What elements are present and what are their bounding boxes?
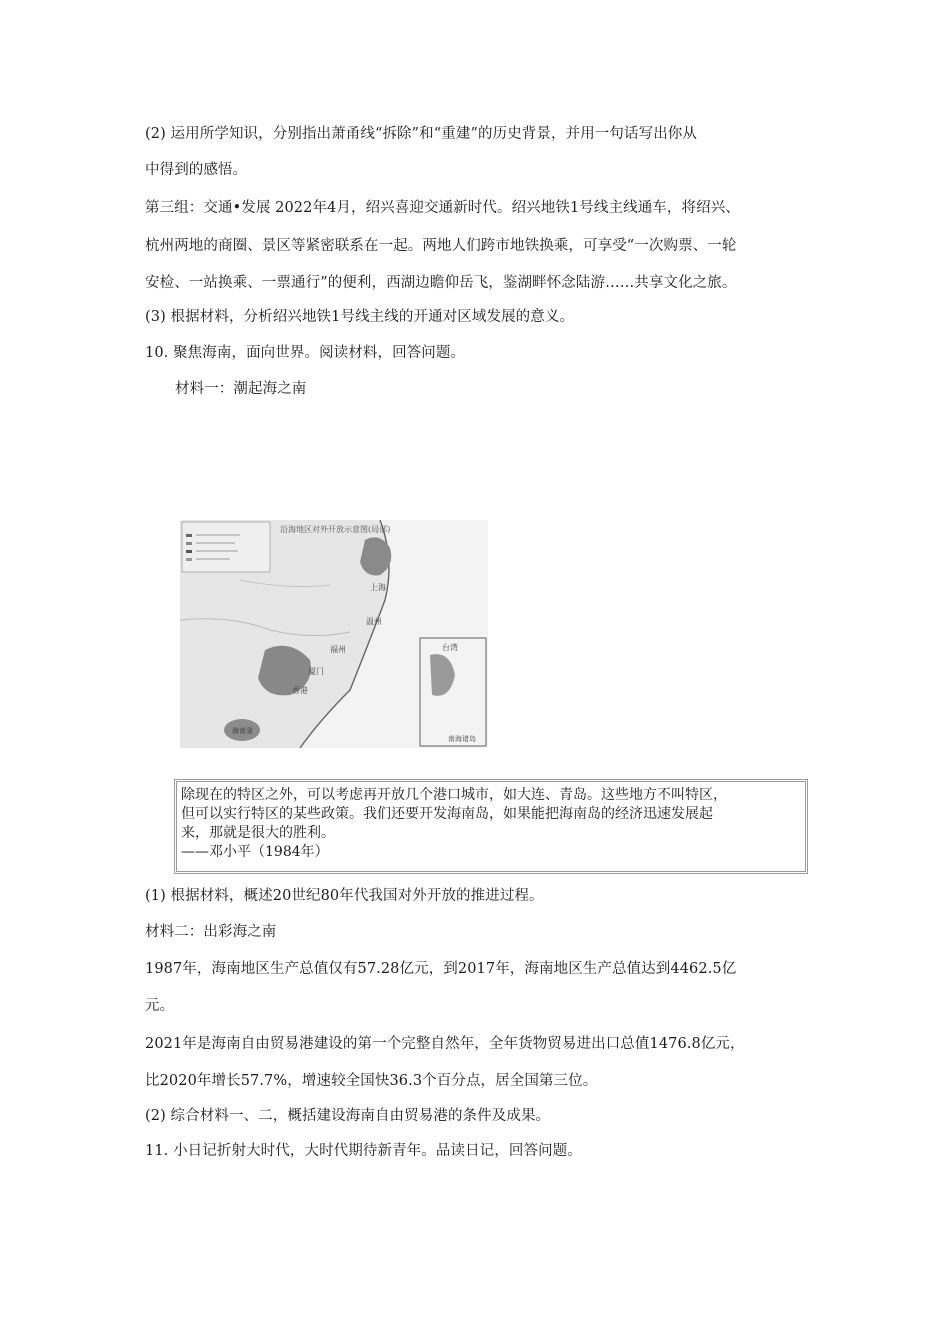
map-label-wenzhou: 温州 <box>366 617 382 626</box>
quote-line3: 来，那就是很大的胜利。 <box>181 825 335 841</box>
q11-intro: 11. 小日记折射大时代，大时代期待新青年。品读日记，回答问题。 <box>145 1143 582 1159</box>
deng-xiaoping-quote-box <box>174 779 808 874</box>
map-label-nanhai: 南海诸岛 <box>448 735 476 743</box>
material2-title: 材料二：出彩海之南 <box>145 924 277 940</box>
quote-source: ——邓小平（1984年） <box>181 844 329 860</box>
q9-part3: (3) 根据材料，分析绍兴地铁1号线主线的开通对区域发展的意义。 <box>145 309 575 325</box>
q10-intro: 10. 聚焦海南，面向世界。阅读材料，回答问题。 <box>145 345 466 361</box>
q10-part1: (1) 根据材料，概述20世纪80年代我国对外开放的推进过程。 <box>145 888 544 904</box>
material2-line4: 比2020年增长57.7%，增速较全国快36.3个百分点，居全国第三位。 <box>145 1073 598 1089</box>
coastal-opening-map <box>180 520 488 748</box>
quote-line2: 但可以实行特区的某些政策。我们还要开发海南岛，如果能把海南岛的经济迅速发展起 <box>181 806 713 822</box>
map-label-xianggang: 香港 <box>292 686 308 695</box>
group3-line1: 第三组：交通•发展 2022年4月，绍兴喜迎交通新时代。绍兴地铁1号线主线通车，将绍兴、 <box>145 200 740 216</box>
material2-line2: 元。 <box>145 998 175 1014</box>
map-label-shanghai: 上海 <box>370 583 386 592</box>
map-label-taiwan: 台湾 <box>442 643 458 652</box>
map-title: 沿海地区对外开放示意图(局部) <box>280 525 391 534</box>
q9-part2-line2: 中得到的感悟。 <box>145 162 248 178</box>
group3-line3: 安检、一站换乘、一票通行”的便利，西湖边瞻仰岳飞，鉴湖畔怀念陆游……共享文化之旅。 <box>145 275 737 291</box>
material1-title: 材料一：潮起海之南 <box>175 381 307 397</box>
map-label-xiamen: 厦门 <box>308 667 324 676</box>
material2-line3: 2021年是海南自由贸易港建设的第一个完整自然年，全年货物贸易进出口总值1476.8亿元， <box>145 1036 745 1052</box>
q9-part2-line1: (2) 运用所学知识，分别指出萧甬线“拆除”和“重建”的历史背景，并用一句话写出你从 <box>145 126 697 142</box>
group3-line2: 杭州两地的商圈、景区等紧密联系在一起。两地人们跨市地铁换乘，可享受“一次购票、一轮 <box>145 238 737 254</box>
map-label-fuzhou: 福州 <box>330 645 346 654</box>
material2-line1: 1987年，海南地区生产总值仅有57.28亿元，到2017年，海南地区生产总值达到4462.5亿 <box>145 961 737 977</box>
q10-part2: (2) 综合材料一、二，概括建设海南自由贸易港的条件及成果。 <box>145 1108 551 1124</box>
map-label-hainan: 海南省 <box>232 727 253 735</box>
quote-line1: 除现在的特区之外，可以考虑再开放几个港口城市，如大连、青岛。这些地方不叫特区， <box>181 787 727 803</box>
